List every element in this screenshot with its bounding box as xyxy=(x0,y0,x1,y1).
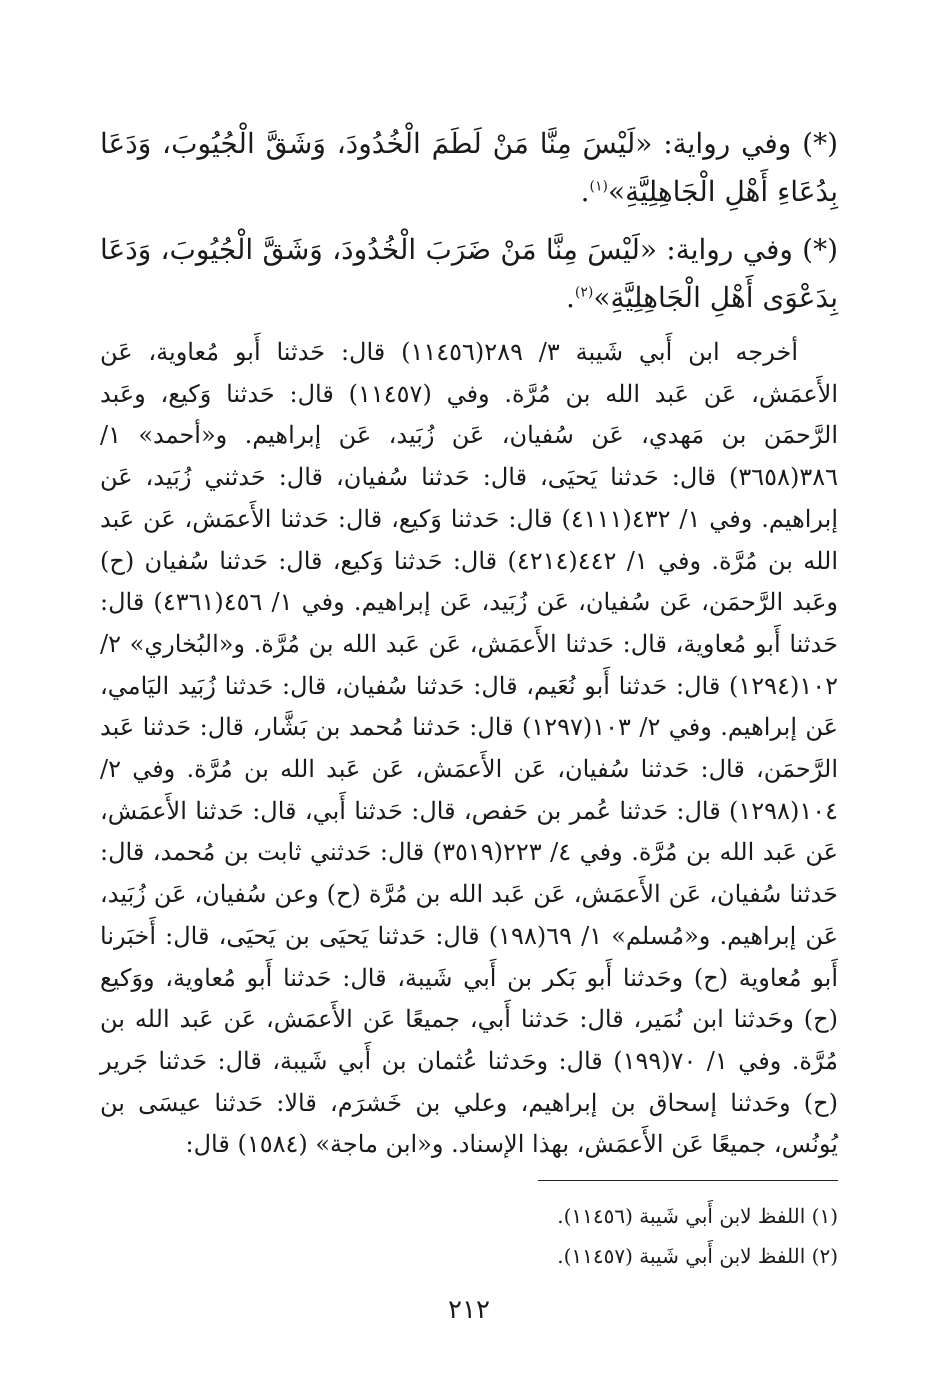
footnote-2: (٢) اللفظ لابن أَبي شَيبة (١١٤٥٧). xyxy=(557,1244,838,1268)
hadith-end-2: . xyxy=(565,281,575,314)
hadith-text-1: (*) وفي رواية: «لَيْسَ مِنَّا مَنْ لَطَمَ الْخُدُودَ، وَشَقَّ الْجُيُوبَ، وَدَعَا بِدُعَاءِ أَهْلِ الْجَاهِلِيَّةِ» xyxy=(100,127,838,208)
footnote-ref-1: (١) xyxy=(589,178,608,195)
hadith-paragraph-1 xyxy=(100,120,838,216)
footnotes-block xyxy=(300,1196,838,1276)
takhrij-paragraph: أخرجه ابن أَبي شَيبة ٣/ ٢٨٩(١١٤٥٦) قال: حَدثنا أَبو مُعاوية، عَن الأَعمَش، عَن عَبد الله بن مُرَّة. وفي (١١٤٥٧) قال: حَدثنا وَكيع، وعَبد الرَّحمَن بن مَهدي، عَن سُفيان، عَن زُبَيد، عَن إبراهيم. و«أحمد» ١/ ٣٨٦(٣٦٥٨) قال: حَدثنا يَحيَى، قال: حَدثنا سُفيان، قال: حَدثني زُبَيد، عَن إبراهيم. وفي ١/ ٤٣٢(٤١١١) قال: حَدثنا وَكيع، قال: حَدثنا الأَعمَش، عَن عَبد الله بن مُرَّة. وفي ١/ ٤٤٢(٤٢١٤) قال: حَدثنا وَكيع، قال: حَدثنا سُفيان (ح) وعَبد الرَّحمَن، عَن سُفيان، عَن زُبَيد، عَن إبراهيم. وفي ١/ ٤٥٦(٤٣٦١) قال: حَدثنا أَبو مُعاوية، قال: حَدثنا الأَعمَش، عَن عَبد الله بن مُرَّة. و«البُخاري» ٢/ ١٠٢(١٢٩٤) قال: حَدثنا أَبو نُعَيم، قال: حَدثنا سُفيان، قال: حَدثنا زُبَيد اليَامي، عَن إبراهيم. وفي ٢/ ١٠٣(١٢٩٧) قال: حَدثنا مُحمد بن بَشَّار، قال: حَدثنا عَبد الرَّحمَن، قال: حَدثنا سُفيان، عَن الأَعمَش، عَن عَبد الله بن مُرَّة. وفي ٢/ ١٠٤(١٢٩٨) قال: حَدثنا عُمر بن حَفص، قال: حَدثنا أَبي، قال: حَدثنا الأَعمَش، عَن عَبد الله بن مُرَّة. وفي ٤/ ٢٢٣(٣٥١٩) قال: حَدثني ثابت بن مُحمد، قال: حَدثنا سُفيان، عَن الأَعمَش، عَن عَبد الله بن مُرَّة (ح) وعن سُفيان، عَن زُبَيد، عَن إبراهيم. و«مُسلم» ١/ ٦٩(١٩٨) قال: حَدثنا يَحيَى بن يَحيَى، قال: أَخبَرنا أَبو مُعاوية (ح) وحَدثنا أَبو بَكر بن أَبي شَيبة، قال: حَدثنا أَبو مُعاوية، ووَكيع (ح) وحَدثنا ابن نُمَير، قال: حَدثنا أَبي، جميعًا عَن الأَعمَش، عَن عَبد الله بن مُرَّة. وفي ١/ ٧٠(١٩٩) قال: وحَدثنا عُثمان بن أَبي شَيبة، قال: حَدثنا جَرير (ح) وحَدثنا إسحاق بن إبراهيم، وعلي بن خَشرَم، قالا: حَدثنا عيسَى بن يُونُس، جميعًا عَن الأَعمَش، بهذا الإسناد. و«ابن ماجة» (١٥٨٤) قال: xyxy=(100,338,839,1159)
footnote-1: (١) اللفظ لابن أَبي شَيبة (١١٤٥٦). xyxy=(557,1204,838,1228)
footnote-ref-2: (٢) xyxy=(574,284,594,301)
hadith-paragraph-2 xyxy=(100,226,838,322)
footnote-divider xyxy=(538,1180,838,1181)
hadith-text-2: (*) وفي رواية: «لَيْسَ مِنَّا مَنْ ضَرَبَ الْخُدُودَ، وَشَقَّ الْجُيُوبَ، وَدَعَا بِدَعْوَى أَهْلِ الْجَاهِلِيَّةِ» xyxy=(100,233,838,314)
main-text-block xyxy=(100,120,838,1166)
page-number: ٢١٢ xyxy=(448,1295,490,1325)
hadith-end-1: . xyxy=(580,175,590,208)
